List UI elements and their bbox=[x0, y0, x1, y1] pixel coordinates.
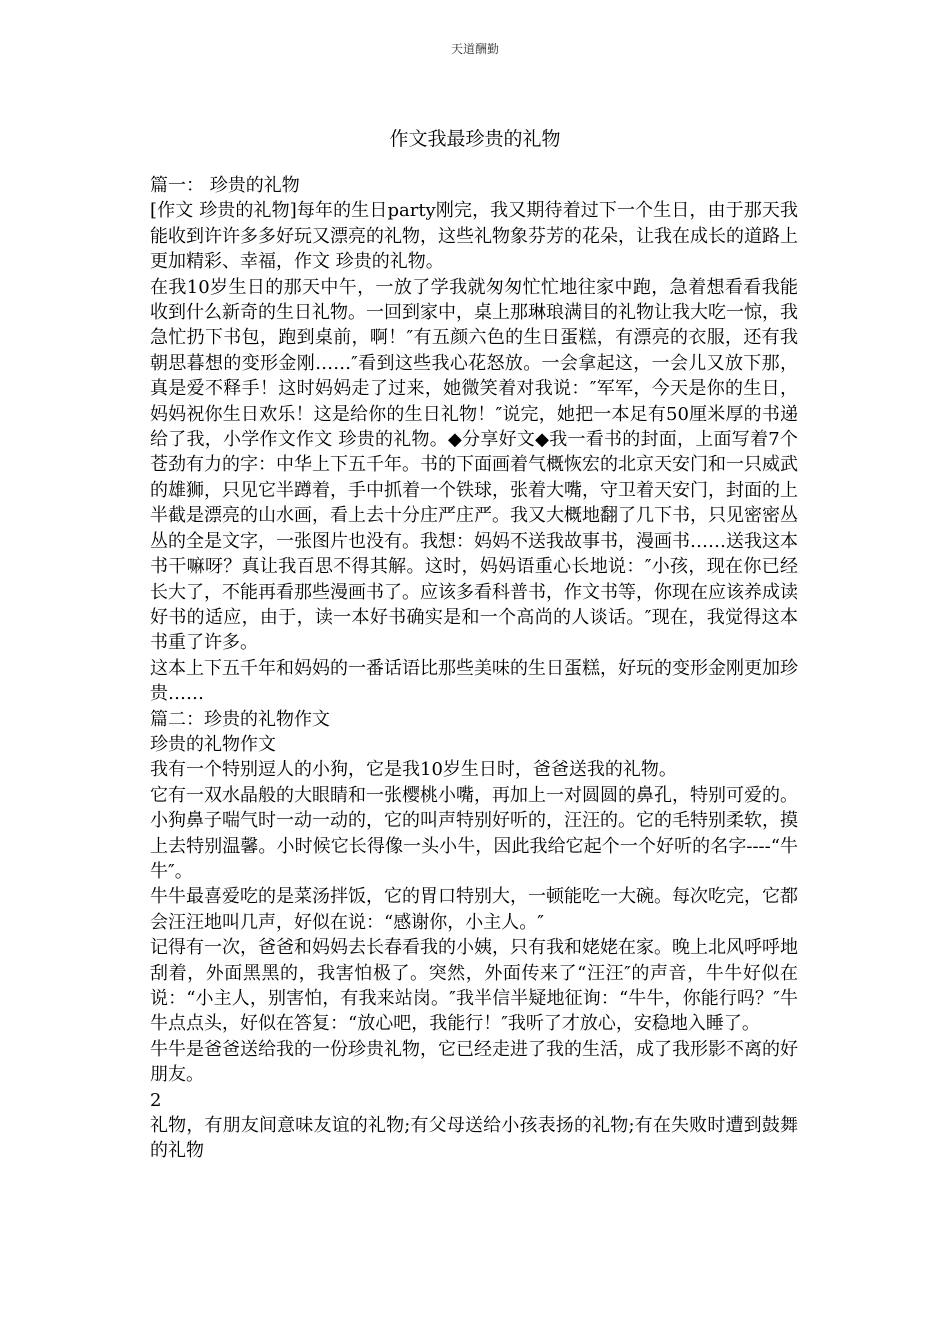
paragraph: [作文 珍贵的礼物]每年的生日party刚完，我又期待着过下一个生日，由于那天我能收到许许多多好玩又漂亮的礼物，这些礼物象芬芳的花朵，让我在成长的道路上更加精彩、幸福，作文 珍贵的礼物。 bbox=[150, 200, 798, 273]
paragraph: 记得有一次，爸爸和妈妈去长春看我的小姨，只有我和姥姥在家。晚上北风呼呼地刮着，外面黑黑的，我害怕极了。突然，外面传来了“汪汪″的声音，牛牛好似在说：“小主人，别害怕，有我来站岗。″我半信半疑地征询：“牛牛，你能行吗？″牛牛点点头，好似在答复：“放心吧，我能行！″我听了才放心，安稳地入睡了。 bbox=[150, 937, 798, 1035]
paragraph: 礼物，有朋友间意味友谊的礼物;有父母送给小孩表扬的礼物;有在失败时遭到鼓舞的礼物 bbox=[150, 1115, 798, 1162]
document-title: 作文我最珍贵的礼物 bbox=[389, 128, 561, 150]
paragraph: 在我10岁生日的那天中午，一放了学我就匆匆忙忙地往家中跑，急着想看看我能收到什么新奇的生日礼物。一回到家中，桌上那琳琅满目的礼物让我大吃一惊，我急忙扔下书包，跑到桌前，啊！″有五颜六色的生日蛋糕，有漂亮的衣服，还有我朝思暮想的变形金刚……″看到这些我心花怒放。一会拿起这，一会儿又放下那，真是爱不释手！这时妈妈走了过来，她微笑着对我说：″军军，今天是你的生日，妈妈祝你生日欢乐！这是给你的生日礼物！″说完，她把一本足有50厘米厚的书递给了我，小学作文作文 珍贵的礼物。◆分享好文◆我一看书的封面，上面写着7个苍劲有力的字：中华上下五千年。书的下面画着气概恢宏的北京天安门和一只威武的雄狮，只见它半蹲着，手中抓着一个铁球，张着大嘴，守卫着天安门，封面的上半截是漂亮的山水画，看上去十分庄严庄严。我又大概地翻了几下书，只见密密丛丛的全是文字，一张图片也没有。我想：妈妈不送我故事书，漫画书……送我这本书干嘛呀？真让我百思不得其解。这时，妈妈语重心长地说：″小孩，现在你已经长大了，不能再看那些漫画书了。应该多看科普书，作文书等，你现在应该养成读好书的适应，由于，读一本好书确实是和一个高尚的人谈话。″现在，我觉得这本书重了许多。 bbox=[150, 276, 798, 654]
document-body bbox=[150, 173, 798, 1164]
paragraph: 这本上下五千年和妈妈的一番话语比那些美味的生日蛋糕，好玩的变形金刚更加珍贵…… bbox=[150, 657, 798, 705]
paragraph: 牛牛最喜爱吃的是菜汤拌饭，它的胃口特别大，一顿能吃一大碗。每次吃完，它都会汪汪地叫几声，好似在说：“感谢你，小主人。″ bbox=[150, 886, 798, 933]
paragraph: 牛牛是爸爸送给我的一份珍贵礼物，它已经走进了我的生活，成了我形影不离的好朋友。 bbox=[150, 1038, 798, 1086]
section-subtitle: 珍贵的礼物作文 bbox=[150, 733, 276, 755]
paragraph: 它有一双水晶般的大眼睛和一张樱桃小嘴，再加上一对圆圆的鼻孔，特别可爱的。小狗鼻子喘气时一动一动的，它的叫声特别好听的，汪汪的。它的毛特别柔软，摸上去特别温馨。小时候它长得像一头小牛，因此我给它起个一个好听的名字----“牛牛″。 bbox=[150, 784, 798, 882]
page-number: 2 bbox=[150, 1089, 162, 1111]
section-heading-2: 篇二：珍贵的礼物作文 bbox=[150, 708, 330, 730]
section-heading-1: 篇一： 珍贵的礼物 bbox=[150, 175, 300, 196]
page-header: 天道酬勤 bbox=[450, 42, 499, 56]
paragraph: 我有一个特别逗人的小狗，它是我10岁生日时，爸爸送我的礼物。 bbox=[150, 759, 677, 781]
